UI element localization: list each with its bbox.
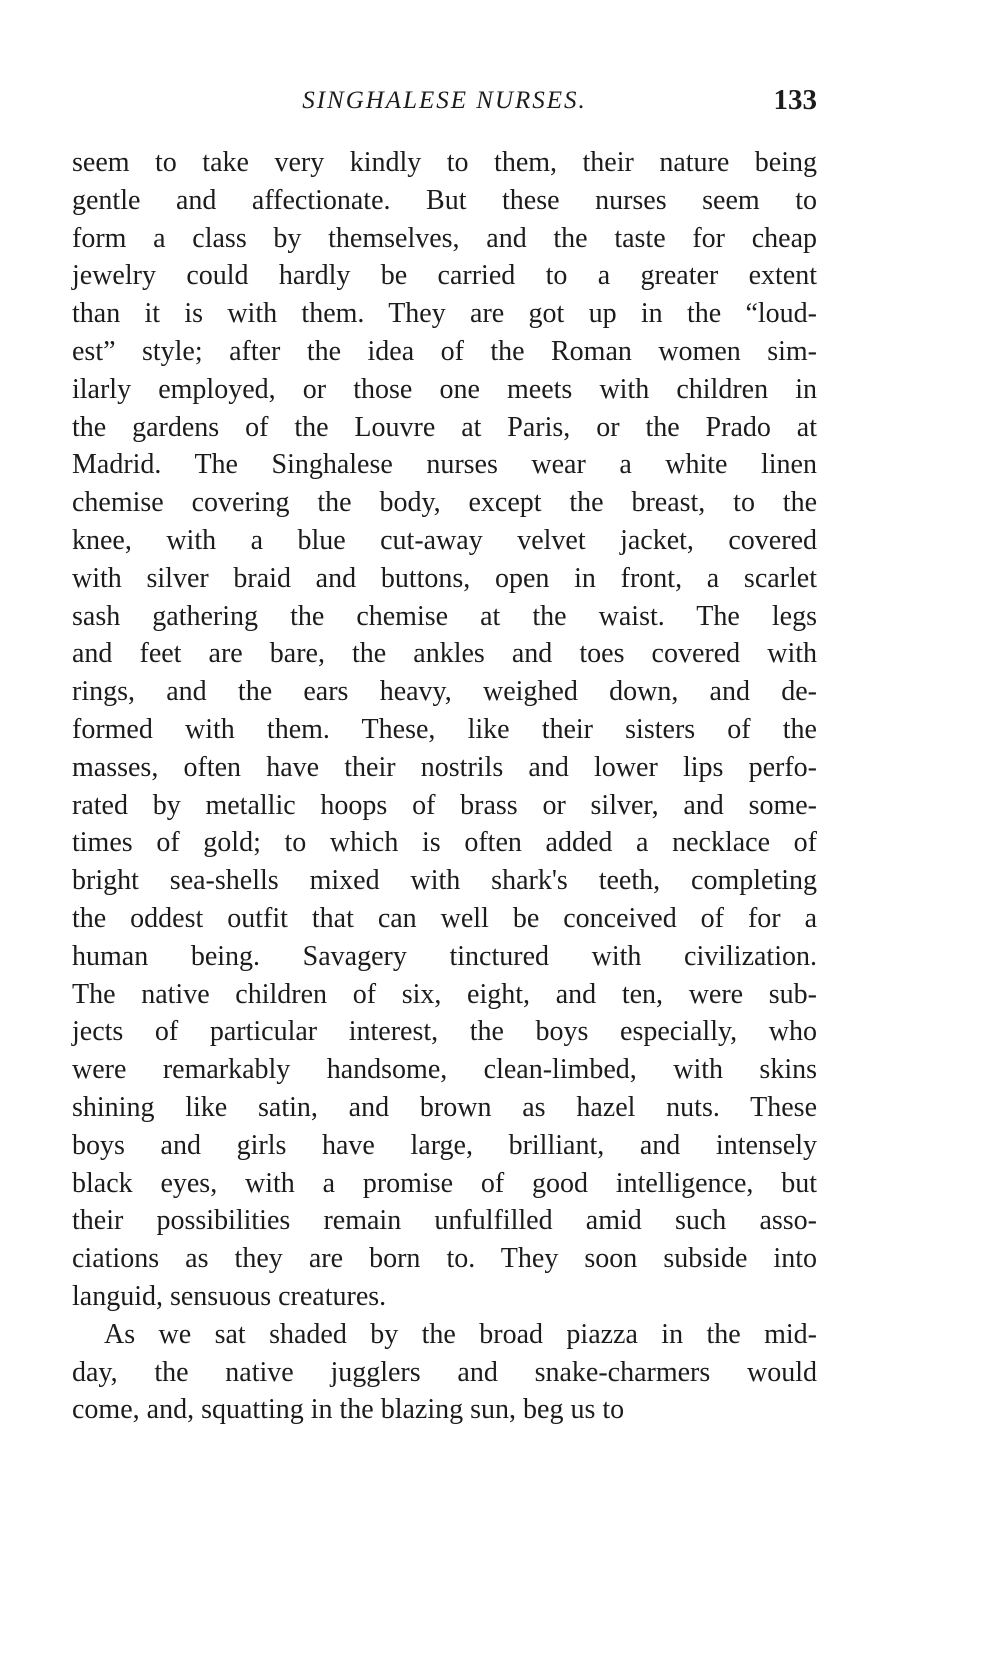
text-line: masses, often have their nostrils and lower lips perfo- bbox=[72, 751, 817, 783]
text-line: shining like satin, and brown as hazel nuts. These bbox=[72, 1091, 817, 1123]
text-line: sash gathering the chemise at the waist. The legs bbox=[72, 600, 817, 632]
text-line: gentle and affectionate. But these nurses seem to bbox=[72, 184, 817, 216]
text-line: chemise covering the body, except the breast, to the bbox=[72, 487, 817, 519]
text-line: languid, sensuous creatures. bbox=[72, 1280, 387, 1312]
text-line: than it is with them. They are got up in the “loud- bbox=[72, 298, 817, 330]
running-head: SINGHALESE NURSES. bbox=[302, 87, 587, 114]
text-line: black eyes, with a promise of good intelligence, but bbox=[72, 1167, 817, 1199]
paragraph-first-line: seem to take very kindly to them, their nature being bbox=[72, 147, 817, 178]
text-line: ciations as they are born to. They soon subside into bbox=[72, 1243, 817, 1275]
text-line: jewelry could hardly be carried to a greater extent bbox=[72, 260, 817, 292]
paragraph-first-line: As we sat shaded by the broad piazza in the mid- bbox=[104, 1318, 817, 1350]
text-line: rated by metallic hoops of brass or silver, and some- bbox=[72, 789, 817, 821]
text-line: Madrid. The Singhalese nurses wear a white linen bbox=[72, 449, 817, 481]
text-line: come, and, squatting in the blazing sun, beg us to bbox=[72, 1394, 625, 1426]
page-header bbox=[72, 84, 817, 124]
text-line: est” style; after the idea of the Roman women sim- bbox=[72, 335, 817, 367]
text-line: and feet are bare, the ankles and toes covered with bbox=[72, 638, 817, 670]
text-line: formed with them. These, like their sisters of the bbox=[72, 713, 817, 745]
text-line: rings, and the ears heavy, weighed down, and de- bbox=[72, 676, 817, 708]
text-line: the oddest outfit that can well be conceived of for a bbox=[72, 902, 817, 934]
text-line: knee, with a blue cut-away velvet jacket, covered bbox=[72, 524, 817, 556]
text-line: jects of particular interest, the boys especially, who bbox=[72, 1016, 817, 1048]
body-text bbox=[72, 144, 817, 1429]
text-line: boys and girls have large, brilliant, and intensely bbox=[72, 1129, 817, 1161]
text-line: with silver braid and buttons, open in front, a scarlet bbox=[72, 562, 817, 594]
text-line: bright sea-shells mixed with shark's teeth, completing bbox=[72, 865, 817, 897]
text-line: day, the native jugglers and snake-charmers would bbox=[72, 1356, 817, 1388]
text-line: human being. Savagery tinctured with civilization. bbox=[72, 940, 817, 972]
text-line: their possibilities remain unfulfilled amid such asso- bbox=[72, 1205, 817, 1237]
text-line: ilarly employed, or those one meets with children in bbox=[72, 373, 817, 405]
text-line: were remarkably handsome, clean-limbed, with skins bbox=[72, 1054, 817, 1086]
text-line: times of gold; to which is often added a necklace of bbox=[72, 827, 817, 859]
text-line: The native children of six, eight, and ten, were sub- bbox=[72, 978, 817, 1010]
page-number: 133 bbox=[773, 84, 817, 116]
text-line: the gardens of the Louvre at Paris, or the Prado at bbox=[72, 411, 817, 443]
text-line: form a class by themselves, and the taste for cheap bbox=[72, 222, 817, 254]
